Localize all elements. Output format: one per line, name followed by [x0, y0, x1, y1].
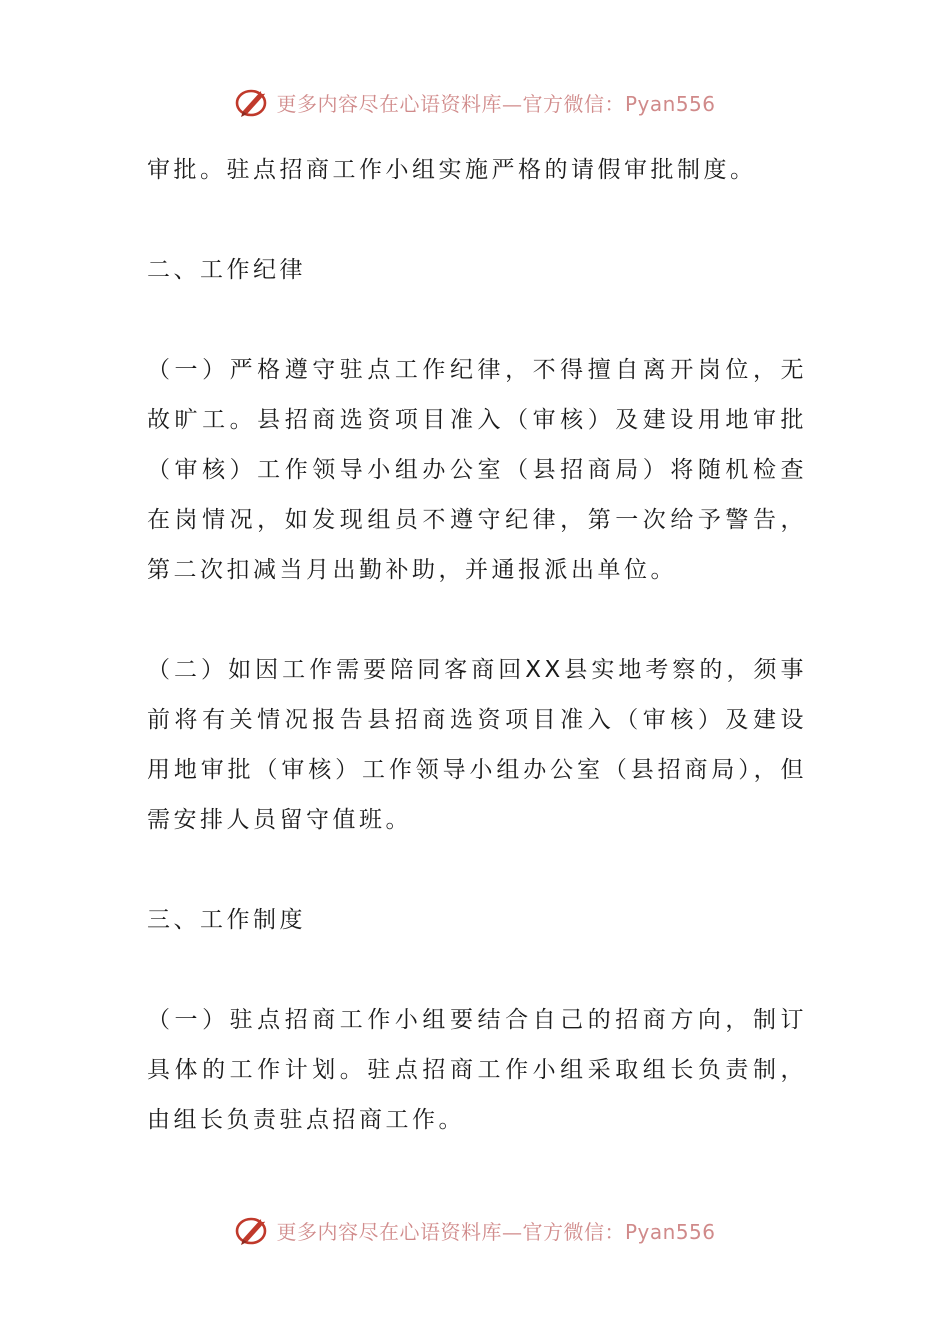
pen-logo-icon: [234, 84, 270, 120]
header-banner-label: 更多内容尽在心语资料库—官方微信：: [276, 91, 625, 116]
paragraph-system-1: （一）驻点招商工作小组要结合自己的招商方向，制订具体的工作计划。驻点招商工作小组采取组长负责制，由组长负责驻点招商工作。: [147, 1007, 807, 1133]
paragraph-approval: 审批。驻点招商工作小组实施严格的请假审批制度。: [147, 157, 757, 183]
footer-banner-text: [276, 1216, 715, 1245]
header-banner-text: [276, 88, 715, 117]
footer-banner-label: 更多内容尽在心语资料库—官方微信：: [276, 1219, 625, 1244]
footer-banner: [0, 1208, 950, 1252]
pen-logo-icon: [234, 1212, 270, 1248]
header-wechat-id: Pyan556: [624, 91, 716, 116]
heading-work-discipline: 二、工作纪律: [147, 257, 306, 283]
document-body: [147, 145, 807, 1195]
paragraph-discipline-1: （一）严格遵守驻点工作纪律，不得擅自离开岗位，无故旷工。县招商选资项目准入（审核）及建设用地审批（审核）工作领导小组办公室（县招商局）将随机检查在岗情况，如发现组员不遵守纪律，第一次给予警告，第二次扣减当月出勤补助，并通报派出单位。: [147, 357, 807, 583]
paragraph-discipline-2: （二）如因工作需要陪同客商回XX县实地考察的，须事前将有关情况报告县招商选资项目准入（审核）及建设用地审批（审核）工作领导小组办公室（县招商局），但需安排人员留守值班。: [147, 657, 807, 833]
header-banner: [0, 80, 950, 124]
heading-work-system: 三、工作制度: [147, 907, 306, 933]
footer-wechat-id: Pyan556: [624, 1219, 716, 1244]
